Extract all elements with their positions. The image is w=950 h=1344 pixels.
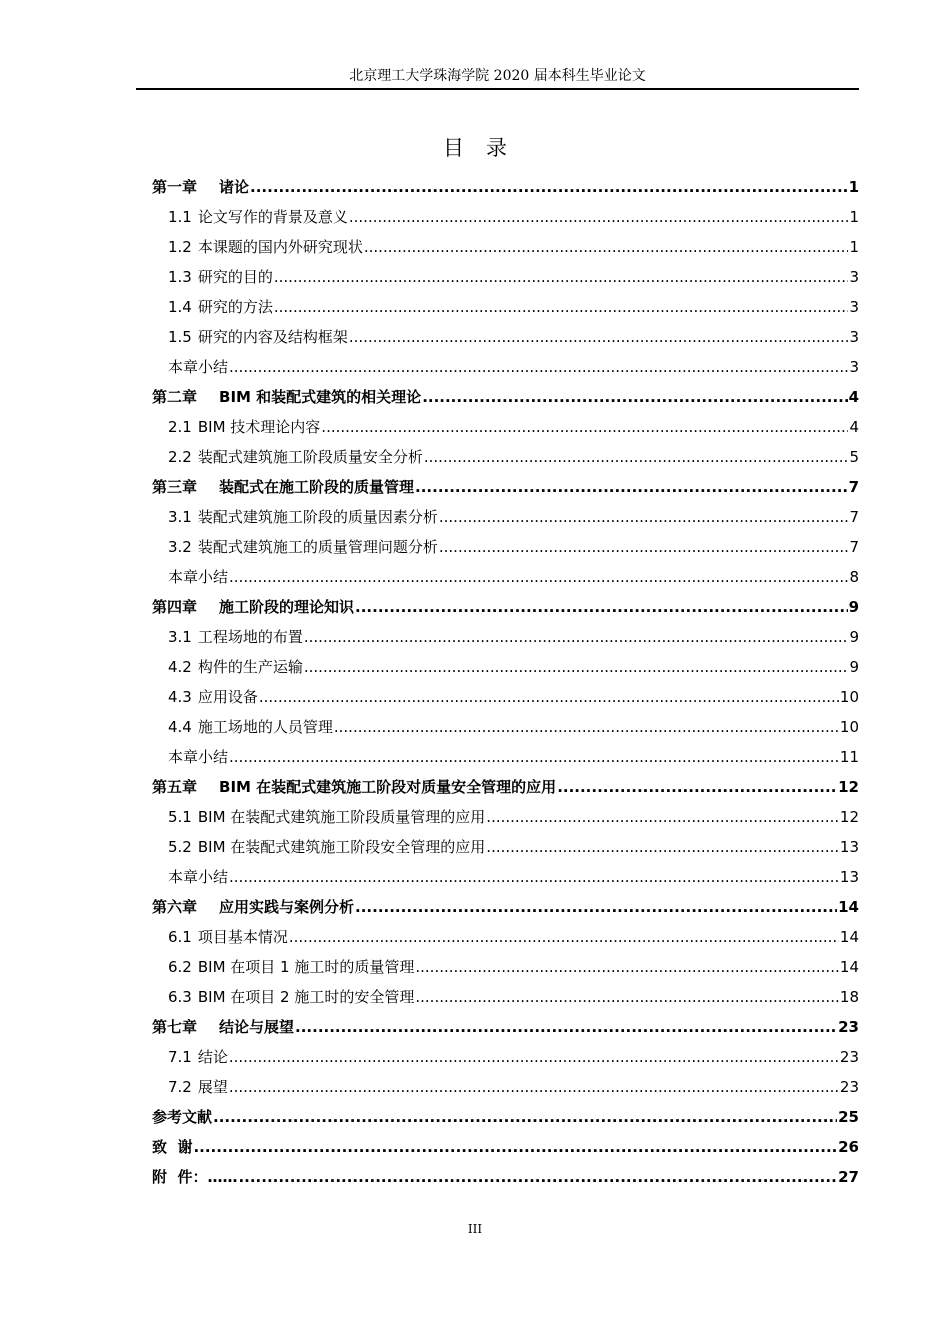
- dot-leader: [274, 262, 849, 292]
- toc-entry-label: [168, 622, 303, 652]
- dot-leader: [422, 382, 847, 412]
- toc-entry-number: 2.2: [168, 448, 192, 466]
- dot-leader: [304, 652, 849, 682]
- header-rule: [136, 88, 859, 90]
- toc-chapter-entry[interactable]: [152, 1102, 859, 1132]
- toc-entry-number: 第一章: [152, 178, 198, 196]
- toc-entry-label: [168, 742, 228, 772]
- toc-entry-title: 结论与展望: [219, 1018, 295, 1036]
- dot-leader: [355, 892, 837, 922]
- toc-entry-title: 本章小结: [168, 748, 229, 766]
- toc-entry-label: [152, 1012, 294, 1042]
- toc-entry-label: [152, 1132, 192, 1162]
- toc-section-entry[interactable]: [152, 652, 859, 682]
- toc-entry-page: 12: [838, 778, 859, 796]
- toc-entry-title: BIM 在项目 2 施工时的安全管理: [197, 988, 415, 1006]
- toc-entry-label: [168, 292, 273, 322]
- toc-entry-title: 展望: [197, 1078, 228, 1096]
- toc-entry-number: 第五章: [152, 778, 198, 796]
- toc-section-entry[interactable]: [152, 322, 859, 352]
- toc-entry-page: 27: [838, 1168, 859, 1186]
- toc-entry-number: 6.3: [168, 988, 192, 1006]
- toc-entry-number: 3.1: [168, 508, 192, 526]
- toc-entry-label: [152, 1162, 237, 1192]
- toc-entry-number: 5.2: [168, 838, 192, 856]
- toc-section-entry[interactable]: [152, 742, 859, 772]
- toc-entry-label: [168, 1072, 228, 1102]
- toc-entry-title: 结论: [197, 1048, 228, 1066]
- toc-section-entry[interactable]: [152, 292, 859, 322]
- toc-entry-page: 4: [849, 418, 859, 436]
- toc-entry-label: [168, 832, 485, 862]
- dot-leader: [304, 622, 849, 652]
- toc-section-entry[interactable]: [152, 442, 859, 472]
- table-of-contents: [152, 172, 859, 1192]
- toc-entry-title: 诸论: [219, 178, 250, 196]
- toc-entry-page: 7: [849, 508, 859, 526]
- toc-chapter-entry[interactable]: [152, 1012, 859, 1042]
- toc-entry-page: 7: [849, 538, 859, 556]
- dot-leader: [439, 502, 849, 532]
- toc-entry-label: [168, 922, 288, 952]
- dot-leader: [259, 682, 839, 712]
- dot-leader: [229, 742, 839, 772]
- toc-entry-title: 工程场地的布置: [197, 628, 303, 646]
- dot-leader: [557, 772, 837, 802]
- toc-entry-number: 3.2: [168, 538, 192, 556]
- toc-entry-title: 参考文献: [152, 1108, 213, 1126]
- toc-entry-label: [152, 382, 421, 412]
- toc-section-entry[interactable]: [152, 682, 859, 712]
- dot-leader: [229, 862, 839, 892]
- toc-entry-number: 1.2: [168, 238, 192, 256]
- toc-section-entry[interactable]: [152, 712, 859, 742]
- toc-entry-label: [168, 802, 485, 832]
- dot-leader: [349, 202, 849, 232]
- toc-entry-page: 13: [839, 868, 859, 886]
- dot-leader: [321, 412, 848, 442]
- dot-leader: [415, 472, 848, 502]
- toc-entry-number: 7.1: [168, 1048, 192, 1066]
- toc-entry-title: BIM 在装配式建筑施工阶段质量管理的应用: [197, 808, 486, 826]
- toc-entry-label: [152, 892, 354, 922]
- toc-entry-title: 构件的生产运输: [197, 658, 303, 676]
- dot-leader: [250, 172, 848, 202]
- toc-entry-title: 项目基本情况: [197, 928, 288, 946]
- toc-section-entry[interactable]: [152, 1042, 859, 1072]
- toc-section-entry[interactable]: [152, 952, 859, 982]
- toc-chapter-entry[interactable]: [152, 1162, 859, 1192]
- toc-entry-number: 第六章: [152, 898, 198, 916]
- dot-leader: [289, 922, 839, 952]
- toc-entry-page: 8: [849, 568, 859, 586]
- toc-entry-title: 研究的内容及结构框架: [197, 328, 348, 346]
- toc-entry-label: [168, 442, 423, 472]
- toc-entry-page: 5: [849, 448, 859, 466]
- toc-entry-page: 18: [839, 988, 859, 1006]
- toc-entry-page: 14: [838, 898, 859, 916]
- dot-leader: [229, 1042, 839, 1072]
- toc-entry-label: [168, 1042, 228, 1072]
- toc-entry-label: [152, 592, 354, 622]
- page-title: 目录: [443, 136, 529, 160]
- toc-entry-label: [168, 232, 363, 262]
- dot-leader: [334, 712, 839, 742]
- toc-entry-page: 25: [838, 1108, 859, 1126]
- toc-entry-number: 1.5: [168, 328, 192, 346]
- toc-entry-label: [168, 712, 333, 742]
- toc-section-entry[interactable]: [152, 352, 859, 382]
- toc-entry-label: [168, 682, 258, 712]
- toc-entry-page: 26: [838, 1138, 859, 1156]
- toc-entry-number: 1.1: [168, 208, 192, 226]
- toc-entry-page: 1: [849, 208, 859, 226]
- toc-entry-page: 23: [838, 1018, 859, 1036]
- toc-entry-page: 12: [839, 808, 859, 826]
- toc-entry-title: 附 件：……: [152, 1168, 238, 1186]
- toc-entry-label: [168, 412, 320, 442]
- toc-chapter-entry[interactable]: [152, 772, 859, 802]
- toc-entry-number: 第三章: [152, 478, 198, 496]
- toc-section-entry[interactable]: [152, 202, 859, 232]
- dot-leader: [415, 982, 839, 1012]
- toc-entry-page: 10: [839, 688, 859, 706]
- toc-entry-page: 11: [839, 748, 859, 766]
- toc-entry-label: [168, 862, 228, 892]
- toc-section-entry[interactable]: [152, 802, 859, 832]
- toc-entry-title: 施工阶段的理论知识: [219, 598, 355, 616]
- toc-chapter-entry[interactable]: [152, 172, 859, 202]
- toc-entry-page: 7: [848, 478, 859, 496]
- toc-entry-page: 23: [839, 1078, 859, 1096]
- toc-entry-title: 应用实践与案例分析: [219, 898, 355, 916]
- dot-leader: [486, 802, 839, 832]
- dot-leader: [349, 322, 849, 352]
- toc-entry-label: [168, 322, 348, 352]
- dot-leader: [364, 232, 849, 262]
- toc-entry-number: 6.1: [168, 928, 192, 946]
- dot-leader: [486, 832, 839, 862]
- toc-section-entry[interactable]: [152, 532, 859, 562]
- toc-entry-title: BIM 在装配式建筑施工阶段对质量安全管理的应用: [219, 778, 557, 796]
- toc-entry-number: 4.3: [168, 688, 192, 706]
- dot-leader: [229, 562, 848, 592]
- dot-leader: [274, 292, 849, 322]
- toc-entry-title: 本章小结: [168, 568, 229, 586]
- toc-chapter-entry[interactable]: [152, 892, 859, 922]
- toc-entry-number: 2.1: [168, 418, 192, 436]
- toc-entry-title: 施工场地的人员管理: [197, 718, 333, 736]
- toc-entry-page: 14: [839, 958, 859, 976]
- toc-section-entry[interactable]: [152, 862, 859, 892]
- toc-entry-page: 14: [839, 928, 859, 946]
- toc-chapter-entry[interactable]: [152, 592, 859, 622]
- dot-leader: [415, 952, 839, 982]
- dot-leader: [229, 352, 848, 382]
- toc-entry-page: 10: [839, 718, 859, 736]
- dot-leader: [229, 1072, 839, 1102]
- toc-entry-label: [152, 1102, 212, 1132]
- toc-section-entry[interactable]: [152, 562, 859, 592]
- toc-entry-title: BIM 在装配式建筑施工阶段安全管理的应用: [197, 838, 486, 856]
- toc-entry-title: 研究的目的: [197, 268, 273, 286]
- toc-entry-number: 1.4: [168, 298, 192, 316]
- toc-entry-number: 第二章: [152, 388, 198, 406]
- toc-entry-page: 3: [849, 358, 859, 376]
- toc-entry-title: BIM 技术理论内容: [197, 418, 321, 436]
- toc-entry-title: 本课题的国内外研究现状: [197, 238, 363, 256]
- toc-entry-label: [168, 982, 414, 1012]
- toc-entry-page: 3: [849, 268, 859, 286]
- toc-entry-title: 本章小结: [168, 868, 229, 886]
- toc-entry-label: [168, 262, 273, 292]
- toc-entry-number: 6.2: [168, 958, 192, 976]
- dot-leader: [238, 1162, 837, 1192]
- dot-leader: [295, 1012, 837, 1042]
- toc-entry-label: [168, 202, 348, 232]
- toc-entry-label: [168, 532, 438, 562]
- dot-leader: [193, 1132, 837, 1162]
- toc-entry-title: 研究的方法: [197, 298, 273, 316]
- toc-entry-label: [152, 172, 249, 202]
- toc-entry-page: 23: [839, 1048, 859, 1066]
- dot-leader: [355, 592, 848, 622]
- toc-entry-number: 4.2: [168, 658, 192, 676]
- dot-leader: [213, 1102, 837, 1132]
- toc-entry-label: [168, 562, 228, 592]
- toc-entry-title: 装配式在施工阶段的质量管理: [219, 478, 415, 496]
- toc-section-entry[interactable]: [152, 262, 859, 292]
- toc-entry-number: 5.1: [168, 808, 192, 826]
- toc-entry-page: 3: [849, 298, 859, 316]
- toc-entry-page: 3: [849, 328, 859, 346]
- toc-entry-page: 9: [848, 598, 859, 616]
- toc-entry-number: 4.4: [168, 718, 192, 736]
- toc-chapter-entry[interactable]: [152, 382, 859, 412]
- toc-entry-page: 13: [839, 838, 859, 856]
- toc-entry-title: 应用设备: [197, 688, 258, 706]
- toc-entry-title: 装配式建筑施工阶段质量安全分析: [197, 448, 423, 466]
- toc-entry-title: 装配式建筑施工阶段的质量因素分析: [197, 508, 438, 526]
- toc-section-entry[interactable]: [152, 232, 859, 262]
- toc-entry-page: 4: [848, 388, 859, 406]
- toc-entry-title: 本章小结: [168, 358, 229, 376]
- running-header: 北京理工大学珠海学院 2020 届本科生毕业论文: [349, 68, 646, 84]
- toc-section-entry[interactable]: [152, 1072, 859, 1102]
- toc-entry-number: 1.3: [168, 268, 192, 286]
- toc-entry-number: 第七章: [152, 1018, 198, 1036]
- dot-leader: [424, 442, 849, 472]
- toc-section-entry[interactable]: [152, 622, 859, 652]
- toc-entry-title: BIM 和装配式建筑的相关理论: [219, 388, 422, 406]
- toc-entry-label: [168, 952, 414, 982]
- toc-entry-page: 9: [849, 658, 859, 676]
- toc-entry-title: 致 谢: [152, 1138, 193, 1156]
- toc-chapter-entry[interactable]: [152, 472, 859, 502]
- toc-entry-page: 9: [849, 628, 859, 646]
- toc-entry-title: BIM 在项目 1 施工时的质量管理: [197, 958, 415, 976]
- toc-entry-label: [168, 352, 228, 382]
- toc-entry-label: [168, 652, 303, 682]
- toc-entry-number: 7.2: [168, 1078, 192, 1096]
- toc-section-entry[interactable]: [152, 502, 859, 532]
- page-number: III: [467, 1222, 483, 1236]
- toc-entry-number: 3.1: [168, 628, 192, 646]
- toc-entry-title: 装配式建筑施工的质量管理问题分析: [197, 538, 438, 556]
- toc-entry-label: [152, 772, 556, 802]
- toc-entry-label: [168, 502, 438, 532]
- toc-section-entry[interactable]: [152, 412, 859, 442]
- toc-entry-page: 1: [848, 178, 859, 196]
- toc-chapter-entry[interactable]: [152, 1132, 859, 1162]
- toc-entry-number: 第四章: [152, 598, 198, 616]
- toc-section-entry[interactable]: [152, 832, 859, 862]
- toc-entry-title: 论文写作的背景及意义: [197, 208, 348, 226]
- dot-leader: [439, 532, 849, 562]
- toc-entry-label: [152, 472, 414, 502]
- toc-section-entry[interactable]: [152, 922, 859, 952]
- toc-section-entry[interactable]: [152, 982, 859, 1012]
- toc-entry-page: 1: [849, 238, 859, 256]
